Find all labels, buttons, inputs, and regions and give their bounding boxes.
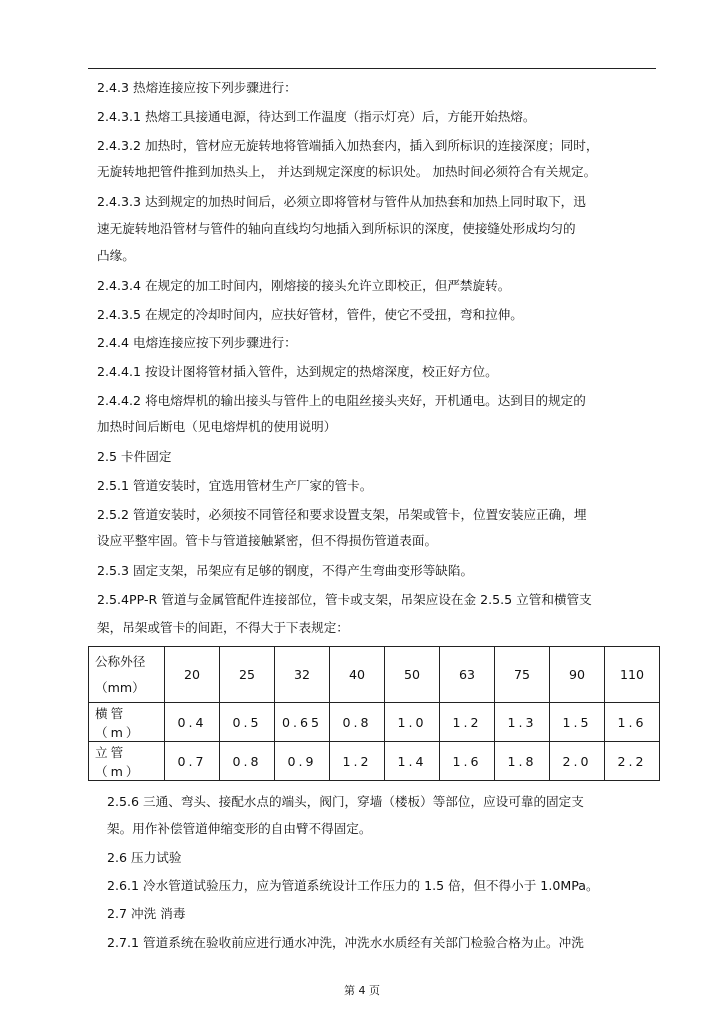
header-label-line1: 公称外径 [95,653,146,669]
value-cell: 0.5 [220,703,275,742]
value-cell: 1.2 [440,703,495,742]
value-cell: 1.4 [385,742,440,781]
text-line: 2.4.3.5 在规定的冷却时间内，应扶好管材，管件，使它不受扭，弯和拉伸。 [97,307,523,322]
value-cell: 1.3 [495,703,550,742]
diameter-cell: 25 [220,647,275,703]
diameter-cell: 75 [495,647,550,703]
text-line: 2.7.1 管道系统在验收前应进行通水冲洗，冲洗水水质经有关部门检验合格为止。冲洗 [107,935,584,950]
text-line: 设应平整牢固。管卡与管道接触紧密，但不得损伤管道表面。 [97,533,438,548]
text-line: 2.4.3.3 达到规定的加热时间后，必须立即将管材与管件从加热套和加热上同时取下，迅 [97,194,586,209]
text-line: 2.4.4 电熔连接应按下列步骤进行： [97,335,297,350]
section-heading: 2.5 卡件固定 [97,449,172,464]
diameter-cell: 20 [165,647,220,703]
value-cell: 2.2 [605,742,660,781]
value-cell: 0.8 [330,703,385,742]
section-heading: 2.7 冲洗 消毒 [107,906,186,921]
table-row [89,742,660,781]
text-line: 2.5.6 三通、弯头、接配水点的端头，阀门，穿墙（楼板）等部位，应设可靠的固定支 [107,794,584,809]
text-line: 2.4.3.2 加热时，管材应无旋转地将管端插入加热套内，插入到所标识的连接深度；同时， [97,138,599,153]
value-cell: 0.8 [220,742,275,781]
value-cell: 2.0 [550,742,605,781]
header-label-line2: （mm） [95,679,145,695]
text-line: 加热时间后断电（见电熔焊机的使用说明） [97,419,337,434]
table-header-row [89,647,660,703]
row-label-cell: 立管（m） [89,742,165,781]
value-cell: 0.4 [165,703,220,742]
text-line: 架。用作补偿管道伸缩变形的自由臂不得固定。 [107,821,372,836]
value-cell: 1.8 [495,742,550,781]
value-cell: 1.2 [330,742,385,781]
text-line: 速无旋转地沿管材与管件的轴向直线均匀地插入到所标识的深度，使接缝处形成均匀的 [97,221,576,236]
diameter-cell: 50 [385,647,440,703]
page-number: 第 4 页 [344,984,380,997]
value-cell: 1.5 [550,703,605,742]
text-line: 凸缘。 [97,248,135,263]
diameter-cell: 90 [550,647,605,703]
text-line: 2.4.4.2 将电熔焊机的输出接头与管件上的电阻丝接头夹好，开机通电。达到目的规定的 [97,393,586,408]
text-line: 2.5.4PP-R 管道与金属管配件连接部位，管卡或支架，吊架应设在金 2.5.5 立管和横管支 [97,592,592,607]
diameter-cell: 63 [440,647,495,703]
value-cell: 0.9 [275,742,330,781]
value-cell: 1.6 [440,742,495,781]
value-cell: 0.65 [275,703,330,742]
section-heading: 2.6 压力试验 [107,850,182,865]
text-line: 2.4.3.4 在规定的加工时间内，刚熔接的接头允许立即校正，但严禁旋转。 [97,278,511,293]
support-spacing-table [88,646,660,781]
table-row [89,703,660,742]
text-line: 2.6.1 冷水管道试验压力，应为管道系统设计工作压力的 1.5 倍，但不得小于 1.0MPa。 [107,878,599,893]
text-line: 2.4.3.1 热熔工具接通电源，待达到工作温度（指示灯亮）后，方能开始热熔。 [97,109,536,124]
diameter-cell: 32 [275,647,330,703]
value-cell: 1.6 [605,703,660,742]
text-line: 2.5.2 管道安装时，必须按不同管径和要求设置支架，吊架或管卡，位置安装应正确，埋 [97,507,587,522]
text-line: 架，吊架或管卡的间距，不得大于下表规定： [97,620,349,635]
header-rule [88,68,656,69]
header-label-cell [89,647,165,703]
text-line: 2.4.3 热熔连接应按下列步骤进行： [97,80,297,95]
diameter-cell: 40 [330,647,385,703]
value-cell: 1.0 [385,703,440,742]
text-line: 2.4.4.1 按设计图将管材插入管件，达到规定的热熔深度，校正好方位。 [97,364,498,379]
value-cell: 0.7 [165,742,220,781]
text-line: 2.5.1 管道安装时，宜选用管材生产厂家的管卡。 [97,478,373,493]
diameter-cell: 110 [605,647,660,703]
text-line: 2.5.3 固定支架，吊架应有足够的钢度，不得产生弯曲变形等缺陷。 [97,563,474,578]
text-line: 无旋转地把管件推到加热头上， 并达到规定深度的标识处。 加热时间必须符合有关规定。 [97,164,597,179]
row-label-cell: 横管（m） [89,703,165,742]
